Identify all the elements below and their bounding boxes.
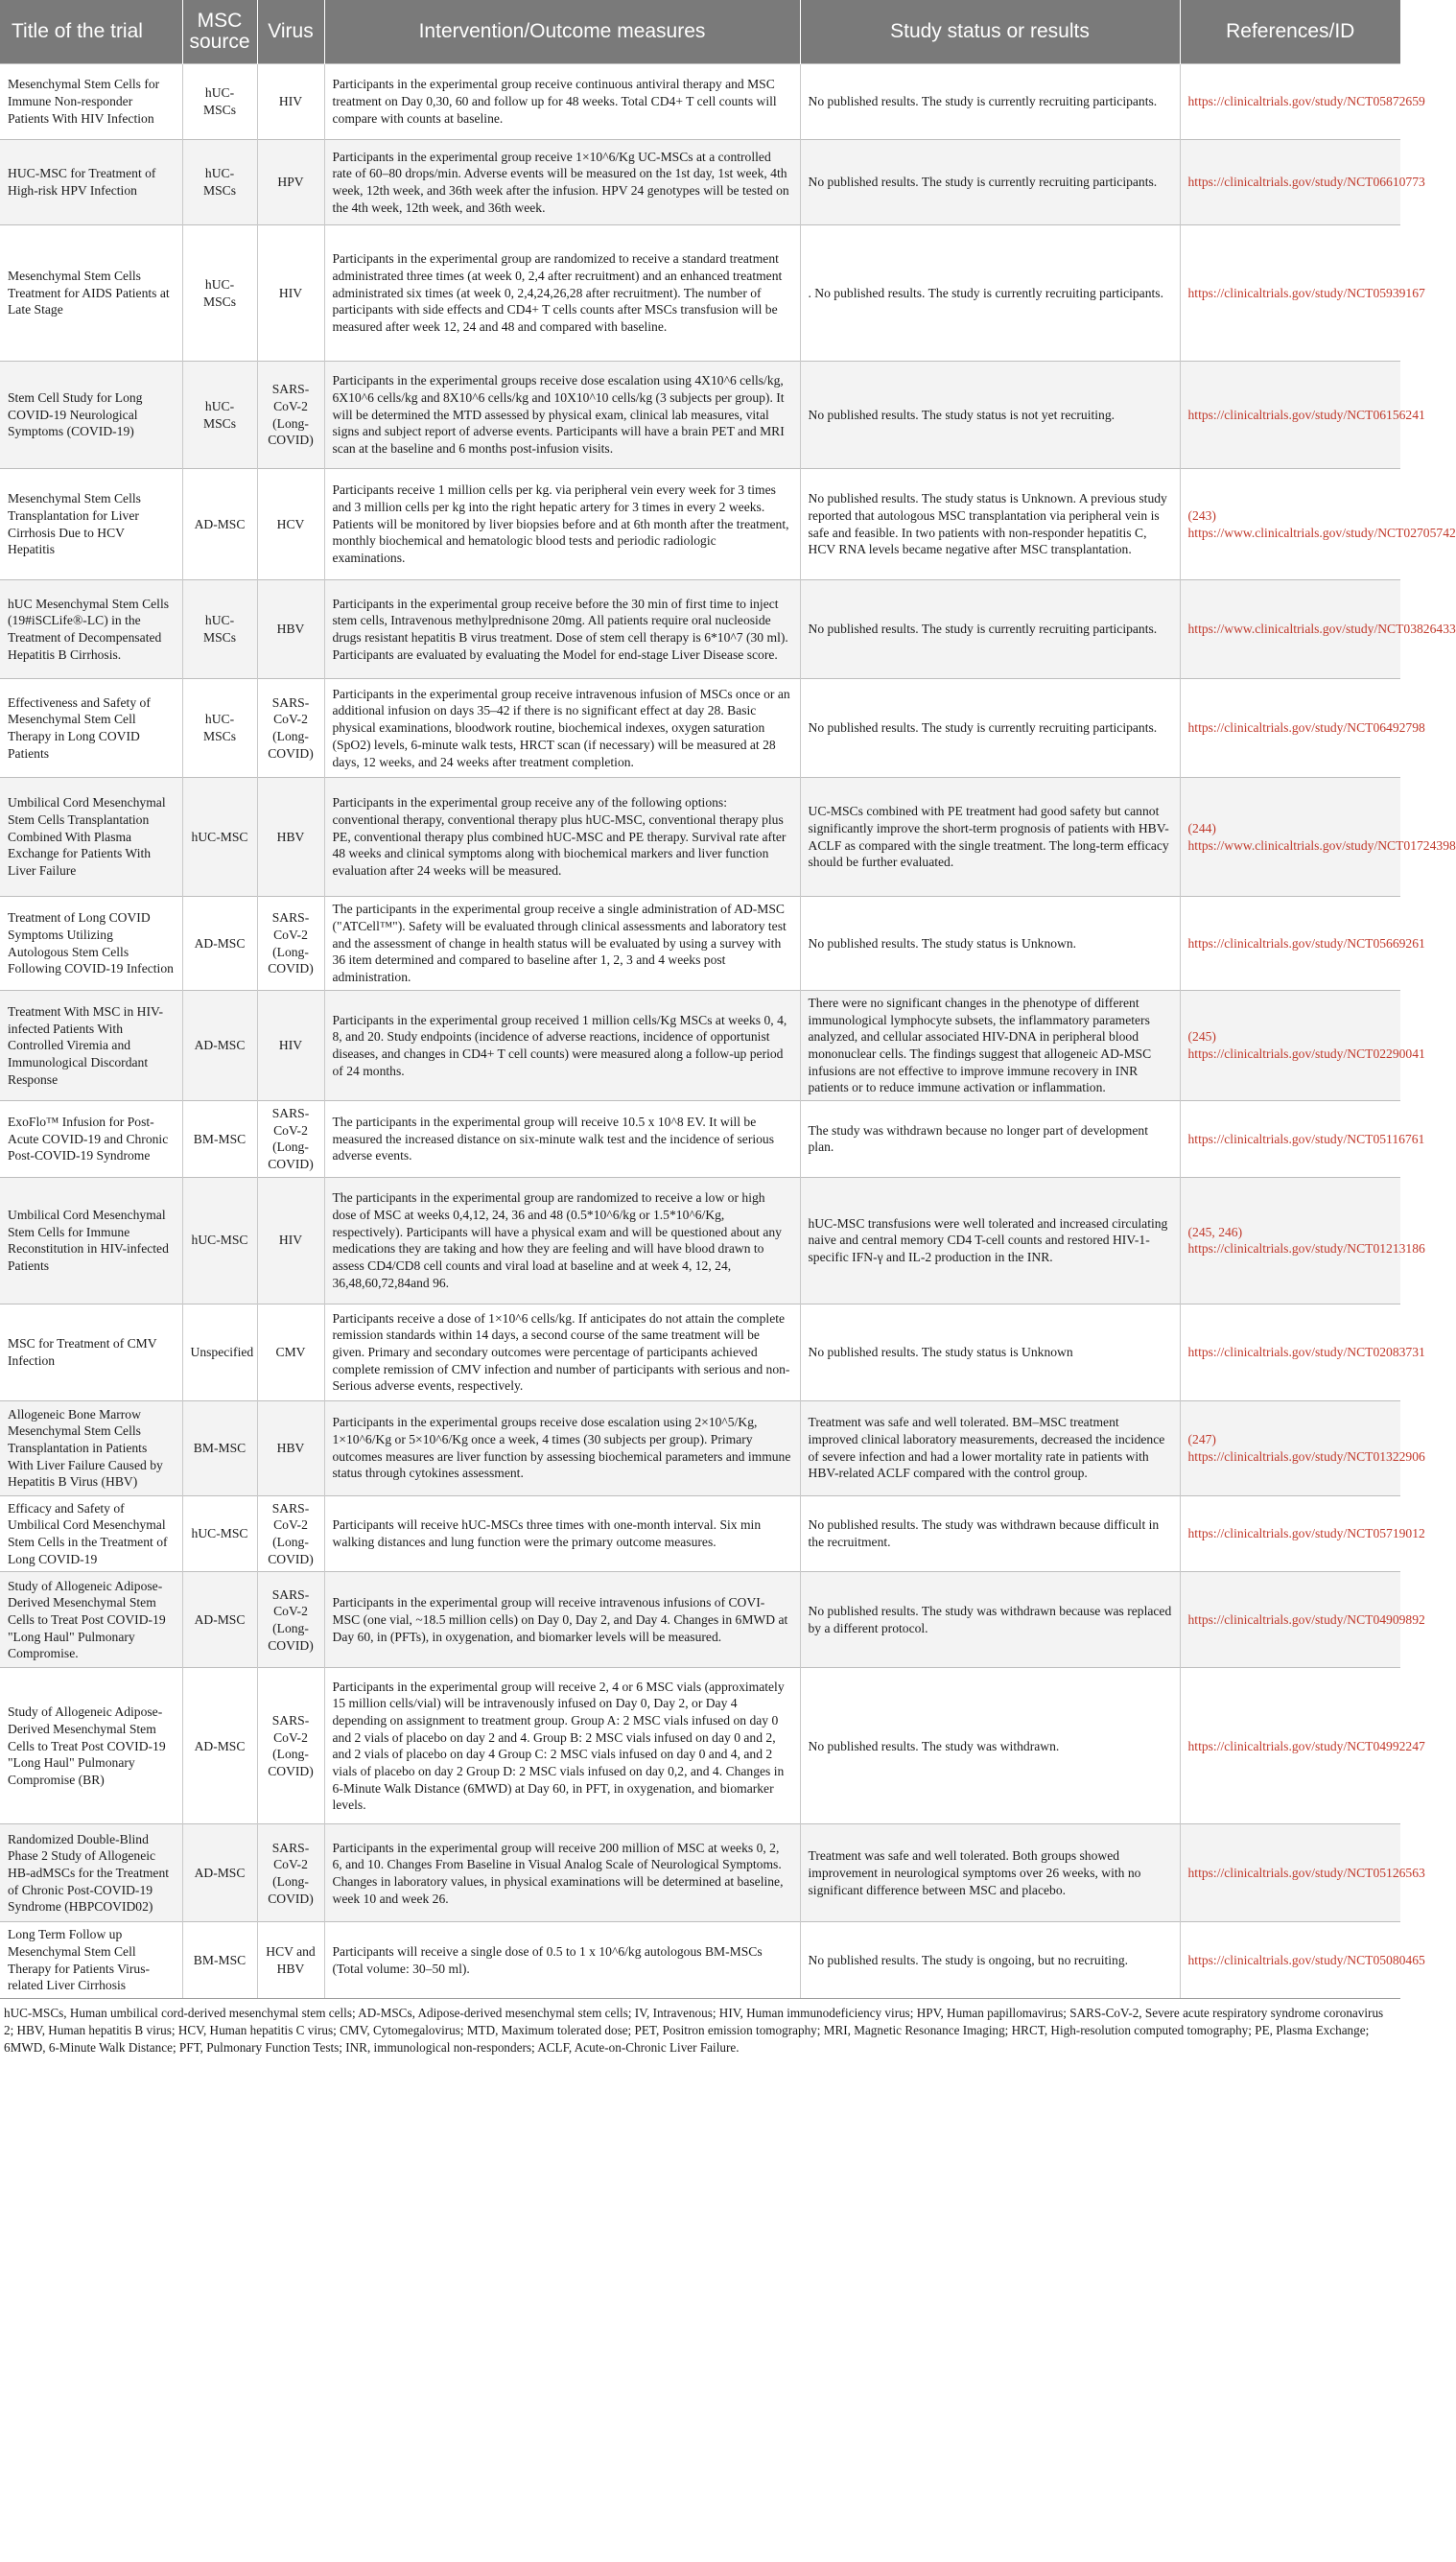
cell-study-status: No published results. The study is currently recruiting participants. (800, 580, 1180, 679)
table-row (0, 1177, 1400, 1304)
table-row (0, 1101, 1400, 1178)
citation-link[interactable]: (243) (1187, 507, 1216, 523)
cell-msc-source: hUC-MSCs (182, 140, 257, 225)
cell-reference (1180, 1400, 1425, 1495)
cell-trial-title: Mesenchymal Stem Cells for Immune Non-responder Patients With HIV Infection (0, 64, 182, 140)
cell-reference (1180, 1101, 1425, 1178)
cell-intervention: The participants in the experimental group receive a single administration of AD-MSC ("ATCell™"). Safety will be evaluated through clinical assessments and laboratory test and the assessment of change in health status will be evaluated by using a survey with 36 item determined and compared to baseline after 1, 2, 3 and 4 weeks post administration. (324, 897, 800, 991)
cell-study-status: The study was withdrawn because no longer part of development plan. (800, 1101, 1180, 1178)
table-row (0, 140, 1400, 225)
cell-virus: HBV (257, 778, 324, 897)
table-row (0, 225, 1400, 362)
cell-intervention: Participants will receive a single dose of 0.5 to 1 x 10^6/kg autologous BM-MSCs (Total volume: 30–50 ml). (324, 1922, 800, 1998)
cell-msc-source: BM-MSC (182, 1101, 257, 1178)
cell-trial-title: Effectiveness and Safety of Mesenchymal Stem Cell Therapy in Long COVID Patients (0, 679, 182, 778)
cell-intervention: Participants in the experimental group receive continuous antiviral therapy and MSC treatment on Day 0,30, 60 and follow up for 48 weeks. Total CD4+ T cell counts will compare with counts at baseline. (324, 64, 800, 140)
cell-intervention: Participants in the experimental groups receive dose escalation using 2×10^5/Kg, 1×10^6/Kg or 5×10^6/Kg once a week, 4 times (30 subjects per group). Primary outcomes measures are liver function by assessing biochemical parameters and immune status through cytokines assessment. (324, 1400, 800, 1495)
cell-msc-source: hUC-MSCs (182, 679, 257, 778)
cell-virus: HIV (257, 64, 324, 140)
trial-registry-link[interactable]: https://clinicaltrials.gov/study/NCT05080465 (1187, 1952, 1425, 1967)
cell-msc-source: AD-MSC (182, 991, 257, 1101)
cell-msc-source: hUC-MSC (182, 1495, 257, 1572)
cell-msc-source: AD-MSC (182, 897, 257, 991)
table-footnote: hUC-MSCs, Human umbilical cord-derived mesenchymal stem cells; AD-MSCs, Adipose-derived mesenchymal stem cells; IV, Intravenous; HIV, Human immunodeficiency virus; HPV, Human papillomavirus; SARS-CoV-2, Severe acute respiratory syndrome coronavirus 2; HBV, Human hepatitis B virus; HCV, Human hepatitis C virus; CMV, Cytomegalovirus; MTD, Maximum tolerated dose; PET, Positron emission tomography; MRI, Magnetic Resonance Imaging; HRCT, High-resolution computed tomography; PE, Plasma Exchange; 6MWD, 6-Minute Walk Distance; PFT, Pulmonary Function Tests; INR, immunological non-responders; ACLF, Acute-on-Chronic Liver Failure. (0, 1998, 1400, 2056)
cell-trial-title: Treatment of Long COVID Symptoms Utilizing Autologous Stem Cells Following COVID-19 Infection (0, 897, 182, 991)
trial-registry-link[interactable]: https://clinicaltrials.gov/study/NCT05939167 (1187, 285, 1425, 300)
table-row (0, 1824, 1400, 1922)
cell-intervention: Participants in the experimental group will receive 2, 4 or 6 MSC vials (approximately 15 million cells/vial) will be intravenously infused on Day 0, Day 2, or Day 4 depending on assignment to treatment group. Group A: 2 MSC vials infused on day 0 and 2 vials of placebo on day 2 and 4. Group B: 2 MSC vials infused on day 0 and 2, and 2 vials of placebo on day 4 Group C: 2 MSC vials infused on day 0 and 4, and 2 vials of placebo on day 2 Group D: 2 MSC vials infused on day 0,2, and 4. Changes in 6-Minute Walk Distance (6MWD) at Day 60, in PFT, in oxygenation, and biomarker levels. (324, 1668, 800, 1824)
cell-virus: HBV (257, 580, 324, 679)
table-row (0, 64, 1400, 140)
cell-msc-source: hUC-MSCs (182, 580, 257, 679)
cell-intervention: The participants in the experimental group will receive 10.5 x 10^8 EV. It will be measured the increased distance on six-minute walk test and the incidence of serious adverse events. (324, 1101, 800, 1178)
cell-reference (1180, 1922, 1425, 1998)
cell-msc-source: hUC-MSC (182, 1177, 257, 1304)
cell-study-status: Treatment was safe and well tolerated. Both groups showed improvement in neurological symptoms over 26 weeks, with no significant difference between MSC and placebo. (800, 1824, 1180, 1922)
cell-msc-source: AD-MSC (182, 1668, 257, 1824)
cell-trial-title: Allogeneic Bone Marrow Mesenchymal Stem Cells Transplantation in Patients With Liver Failure Caused by Hepatitis B Virus (HBV) (0, 1400, 182, 1495)
cell-intervention: Participants in the experimental group received 1 million cells/Kg MSCs at weeks 0, 4, 8, and 20. Study endpoints (incidence of adverse reactions, incidence of opportunist diseases, and changes in CD4+ T cell counts) were measured along a follow-up period of 24 months. (324, 991, 800, 1101)
cell-trial-title: Mesenchymal Stem Cells Treatment for AIDS Patients at Late Stage (0, 225, 182, 362)
cell-intervention: The participants in the experimental group are randomized to receive a low or high dose of MSC at weeks 0,4,12, 24, 36 and 48 (0.5*10^6/kg or 1.5*10^6/Kg, respectively). Participants will have a physical exam and will be questioned about any medications they are taking and how they are feeling and will have blood drawn to assess CD4/CD8 cell counts and viral load at baseline and at week 4, 12, 24, 36,48,60,72,84and 96. (324, 1177, 800, 1304)
trial-registry-link[interactable]: https://clinicaltrials.gov/study/NCT05116761 (1187, 1131, 1425, 1146)
table-header-row (0, 0, 1400, 64)
cell-study-status: hUC-MSC transfusions were well tolerated and increased circulating naive and central memory CD4 T-cell counts and restored HIV-1-specific IFN-γ and IL-2 production in the INR. (800, 1177, 1180, 1304)
table-row (0, 580, 1400, 679)
trial-registry-link[interactable]: https://clinicaltrials.gov/study/NCT06492798 (1187, 720, 1425, 736)
trial-registry-link[interactable]: https://clinicaltrials.gov/study/NCT05872659 (1187, 94, 1425, 109)
cell-intervention: Participants in the experimental group are randomized to receive a standard treatment administrated three times (at week 0, 2,4 after recruitment) and an enhanced treatment administrated six times (at week 0, 2,4,24,26,28 after recruitment). The number of participants with side effects and CD4+ T cells counts after MSCs transfusion will be measured after week 12, 24 and 48 and compared with baseline. (324, 225, 800, 362)
cell-virus: SARS-CoV-2 (Long-COVID) (257, 362, 324, 469)
table-row (0, 469, 1400, 580)
cell-virus: HCV and HBV (257, 1922, 324, 1998)
trial-registry-link[interactable]: https://www.clinicaltrials.gov/study/NCT03826433 (1187, 622, 1456, 637)
cell-reference (1180, 225, 1425, 362)
cell-msc-source: AD-MSC (182, 469, 257, 580)
cell-study-status: No published results. The study status is Unknown. (800, 897, 1180, 991)
cell-trial-title: Umbilical Cord Mesenchymal Stem Cells for Immune Reconstitution in HIV-infected Patients (0, 1177, 182, 1304)
cell-trial-title: Treatment With MSC in HIV-infected Patients With Controlled Viremia and Immunological Discordant Response (0, 991, 182, 1101)
cell-trial-title: Umbilical Cord Mesenchymal Stem Cells Transplantation Combined With Plasma Exchange for Patients With Liver Failure (0, 778, 182, 897)
cell-virus: SARS-CoV-2 (Long-COVID) (257, 897, 324, 991)
trial-registry-link[interactable]: https://clinicaltrials.gov/study/NCT06156241 (1187, 407, 1425, 422)
cell-trial-title: Stem Cell Study for Long COVID-19 Neurological Symptoms (COVID-19) (0, 362, 182, 469)
cell-study-status: No published results. The study status is not yet recruiting. (800, 362, 1180, 469)
cell-trial-title: Randomized Double-Blind Phase 2 Study of Allogeneic HB-adMSCs for the Treatment of Chronic Post-COVID-19 Syndrome (HBPCOVID02) (0, 1824, 182, 1922)
table-row (0, 1922, 1400, 1998)
cell-intervention: Participants receive a dose of 1×10^6 cells/kg. If anticipates do not attain the complete remission standards within 14 days, a second course of the same treatment will be given. Primary and secondary outcomes were percentage of participants achieved complete remission of CMV infection and number of participants with serious and non-Serious adverse events, respectively. (324, 1304, 800, 1400)
cell-virus: CMV (257, 1304, 324, 1400)
cell-trial-title: Efficacy and Safety of Umbilical Cord Mesenchymal Stem Cells in the Treatment of Long COVID-19 (0, 1495, 182, 1572)
cell-virus: SARS-CoV-2 (Long-COVID) (257, 679, 324, 778)
table-row (0, 1668, 1400, 1824)
cell-virus: SARS-CoV-2 (Long-COVID) (257, 1101, 324, 1178)
cell-intervention: Participants receive 1 million cells per kg. via peripheral vein every week for 3 times and 3 million cells per kg into the right hepatic artery for 3 times in every 2 weeks. Patients will be monitored by liver biopsies before and at 6th month after the treatment, monthly biochemical and hematologic blood tests and periodic radiologic examinations. (324, 469, 800, 580)
cell-study-status: No published results. The study was withdrawn. (800, 1668, 1180, 1824)
cell-reference (1180, 1572, 1425, 1668)
cell-virus: SARS-CoV-2 (Long-COVID) (257, 1824, 324, 1922)
trial-registry-link[interactable]: https://clinicaltrials.gov/study/NCT02290041 (1187, 1046, 1425, 1062)
trial-registry-link[interactable]: https://clinicaltrials.gov/study/NCT02083731 (1187, 1344, 1425, 1359)
cell-study-status: No published results. The study status is Unknown (800, 1304, 1180, 1400)
header-status: Study status or results (800, 0, 1180, 64)
header-msc-source: MSC source (182, 0, 257, 64)
trial-registry-link[interactable]: https://clinicaltrials.gov/study/NCT05126563 (1187, 1866, 1425, 1881)
cell-reference (1180, 1668, 1425, 1824)
cell-intervention: Participants in the experimental group will receive 200 million of MSC at weeks 0, 2, 6, and 10. Changes From Baseline in Visual Analog Scale of Neurological Symptoms. Changes in laboratory values, in physical examinations will be determined at baseline, week 10 and week 26. (324, 1824, 800, 1922)
cell-reference (1180, 362, 1425, 469)
cell-intervention: Participants in the experimental group will receive intravenous infusions of COVI-MSC (one vial, ~18.5 million cells) on Day 0, Day 2, and Day 4. Changes in 6MWD at Day 60, in (PFTs), in oxygenation, and biomarker levels will be measured. (324, 1572, 800, 1668)
cell-trial-title: ExoFlo™ Infusion for Post-Acute COVID-19 and Chronic Post-COVID-19 Syndrome (0, 1101, 182, 1178)
cell-trial-title: Mesenchymal Stem Cells Transplantation for Liver Cirrhosis Due to HCV Hepatitis (0, 469, 182, 580)
header-intervention: Intervention/Outcome measures (324, 0, 800, 64)
cell-reference (1180, 1177, 1425, 1304)
cell-msc-source: hUC-MSCs (182, 64, 257, 140)
citation-link[interactable]: (244) (1187, 820, 1216, 835)
cell-reference (1180, 140, 1425, 225)
cell-virus: SARS-CoV-2 (Long-COVID) (257, 1668, 324, 1824)
cell-study-status: No published results. The study is currently recruiting participants. (800, 140, 1180, 225)
cell-msc-source: BM-MSC (182, 1400, 257, 1495)
cell-msc-source: AD-MSC (182, 1572, 257, 1668)
cell-reference (1180, 64, 1425, 140)
cell-msc-source: BM-MSC (182, 1922, 257, 1998)
table-row (0, 1304, 1400, 1400)
cell-msc-source: AD-MSC (182, 1824, 257, 1922)
trial-registry-link[interactable]: https://clinicaltrials.gov/study/NCT06610773 (1187, 175, 1425, 190)
cell-study-status: No published results. The study is currently recruiting participants. (800, 64, 1180, 140)
header-references: References/ID (1180, 0, 1400, 64)
table-row (0, 679, 1400, 778)
trial-registry-link[interactable]: https://www.clinicaltrials.gov/study/NCT01724398 (1187, 837, 1456, 853)
cell-intervention: Participants in the experimental group receive before the 30 min of first time to inject stem cells, Intravenous methylprednisone 20mg. All patients require oral nucleoside drugs resistant hepatitis B virus treatment. Dose of stem cell therapy is 6*10^7 (30 ml). Participants are evaluated by evaluating the Model for end-stage Liver Disease score. (324, 580, 800, 679)
header-title: Title of the trial (0, 0, 182, 64)
cell-msc-source: Unspecified (182, 1304, 257, 1400)
cell-intervention: Participants in the experimental groups receive dose escalation using 4X10^6 cells/kg, 6X10^6 cells/kg and 8X10^6 cells/kg and 10X10^10 cells/kg (3 subjects per group). It will be determined the MTD assessed by physical exam, clinical lab measures, vital signs and subject report of adverse events. Participants will have a brain PET and MRI scan at the baseline and 6 months post-infusion visits. (324, 362, 800, 469)
cell-study-status: . No published results. The study is currently recruiting participants. (800, 225, 1180, 362)
cell-reference (1180, 1304, 1425, 1400)
cell-msc-source: hUC-MSC (182, 778, 257, 897)
trial-registry-link[interactable]: https://clinicaltrials.gov/study/NCT05669261 (1187, 935, 1425, 951)
cell-virus: SARS-CoV-2 (Long-COVID) (257, 1495, 324, 1572)
cell-msc-source: hUC-MSCs (182, 225, 257, 362)
cell-virus: HIV (257, 225, 324, 362)
cell-virus: HBV (257, 1400, 324, 1495)
cell-intervention: Participants in the experimental group receive 1×10^6/Kg UC-MSCs at a controlled rate of 60–80 drops/min. Adverse events will be measured on the 1st day, 1st week, 4th week, 12th week, and 36th week after the infusion. HPV 24 genotypes will be tested on the 4th week, 12th week, and 36th week. (324, 140, 800, 225)
table-row (0, 778, 1400, 897)
cell-study-status: No published results. The study was withdrawn because difficult in the recruitment. (800, 1495, 1180, 1572)
header-virus: Virus (257, 0, 324, 64)
cell-trial-title: Study of Allogeneic Adipose-Derived Mesenchymal Stem Cells to Treat Post COVID-19 "Long Haul" Pulmonary Compromise (BR) (0, 1668, 182, 1824)
table-row (0, 1572, 1400, 1668)
table-row (0, 1400, 1400, 1495)
citation-link[interactable]: (247) (1187, 1432, 1216, 1447)
cell-study-status: There were no significant changes in the phenotype of different immunological lymphocyte subsets, the inflammatory parameters analyzed, and cellular associated HIV-DNA in peripheral blood mononuclear cells. The findings suggest that allogeneic AD-MSC infusions are not effective to improve immune recovery in INR patients or to reduce immune activation or inflammation. (800, 991, 1180, 1101)
table-row (0, 1495, 1400, 1572)
cell-study-status: No published results. The study status is Unknown. A previous study reported that autologous MSC transplantation via peripheral vein is safe and feasible. In two patients with non-responder hepatitis C, HCV RNA levels became negative after MSC transplantation. (800, 469, 1180, 580)
cell-trial-title: hUC Mesenchymal Stem Cells (19#iSCLife®-LC) in the Treatment of Decompensated Hepatitis B Cirrhosis. (0, 580, 182, 679)
trial-registry-link[interactable]: https://clinicaltrials.gov/study/NCT04992247 (1187, 1738, 1425, 1753)
citation-link[interactable]: (245, 246) (1187, 1224, 1243, 1239)
trial-registry-link[interactable]: https://clinicaltrials.gov/study/NCT01213186 (1187, 1241, 1425, 1257)
citation-link[interactable]: (245) (1187, 1029, 1216, 1045)
cell-intervention: Participants will receive hUC-MSCs three times with one-month interval. Six min walking distances and lung function were the primary outcome measures. (324, 1495, 800, 1572)
cell-study-status: No published results. The study is currently recruiting participants. (800, 679, 1180, 778)
cell-reference (1180, 1824, 1425, 1922)
trial-registry-link[interactable]: https://clinicaltrials.gov/study/NCT04909892 (1187, 1612, 1425, 1628)
cell-trial-title: Long Term Follow up Mesenchymal Stem Cell Therapy for Patients Virus-related Liver Cirrhosis (0, 1922, 182, 1998)
cell-virus: HIV (257, 991, 324, 1101)
cell-virus: HPV (257, 140, 324, 225)
cell-trial-title: MSC for Treatment of CMV Infection (0, 1304, 182, 1400)
cell-virus: SARS-CoV-2 (Long-COVID) (257, 1572, 324, 1668)
trial-registry-link[interactable]: https://clinicaltrials.gov/study/NCT01322906 (1187, 1448, 1425, 1464)
table-row (0, 991, 1400, 1101)
cell-reference (1180, 897, 1425, 991)
trial-registry-link[interactable]: https://www.clinicaltrials.gov/study/NCT02705742 (1187, 525, 1456, 540)
cell-study-status: Treatment was safe and well tolerated. BM–MSC treatment improved clinical laboratory measurements, decreased the incidence of severe infection and had a lower mortality rate in patients with HBV-related ACLF compared with the control group. (800, 1400, 1180, 1495)
cell-msc-source: hUC-MSCs (182, 362, 257, 469)
cell-reference (1180, 679, 1425, 778)
cell-reference (1180, 991, 1425, 1101)
cell-reference (1180, 469, 1456, 580)
cell-intervention: Participants in the experimental group receive any of the following options: conventional therapy, conventional therapy plus hUC-MSC, conventional therapy plus PE, conventional therapy plus combined hUC-MSC and PE therapy. Survival rate after 48 weeks and clinical symptoms along with biochemical markers and liver function evaluation after 24 weeks will be measured. (324, 778, 800, 897)
cell-virus: HIV (257, 1177, 324, 1304)
cell-intervention: Participants in the experimental group receive intravenous infusion of MSCs once or an additional infusion on days 35–42 if there is no significant effect at day 28. Basic physical examinations, bloodwork routine, biochemical indexes, oxygen saturation (SpO2) levels, 6-minute walk tests, HRCT scan (if necessary) will be measured at 28 days, 12 weeks, and 24 weeks after treatment completion. (324, 679, 800, 778)
cell-trial-title: HUC-MSC for Treatment of High-risk HPV Infection (0, 140, 182, 225)
cell-reference (1180, 1495, 1425, 1572)
cell-trial-title: Study of Allogeneic Adipose-Derived Mesenchymal Stem Cells to Treat Post COVID-19 "Long Haul" Pulmonary Compromise. (0, 1572, 182, 1668)
cell-reference (1180, 580, 1456, 679)
table-row (0, 897, 1400, 991)
table-row (0, 362, 1400, 469)
cell-reference (1180, 778, 1456, 897)
cell-study-status: No published results. The study was withdrawn because was replaced by a different protocol. (800, 1572, 1180, 1668)
cell-virus: HCV (257, 469, 324, 580)
cell-study-status: UC-MSCs combined with PE treatment had good safety but cannot significantly improve the short-term prognosis of patients with HBV-ACLF as compared with the single treatment. The long-term efficacy should be further evaluated. (800, 778, 1180, 897)
cell-study-status: No published results. The study is ongoing, but no recruiting. (800, 1922, 1180, 1998)
trial-registry-link[interactable]: https://clinicaltrials.gov/study/NCT05719012 (1187, 1526, 1425, 1541)
